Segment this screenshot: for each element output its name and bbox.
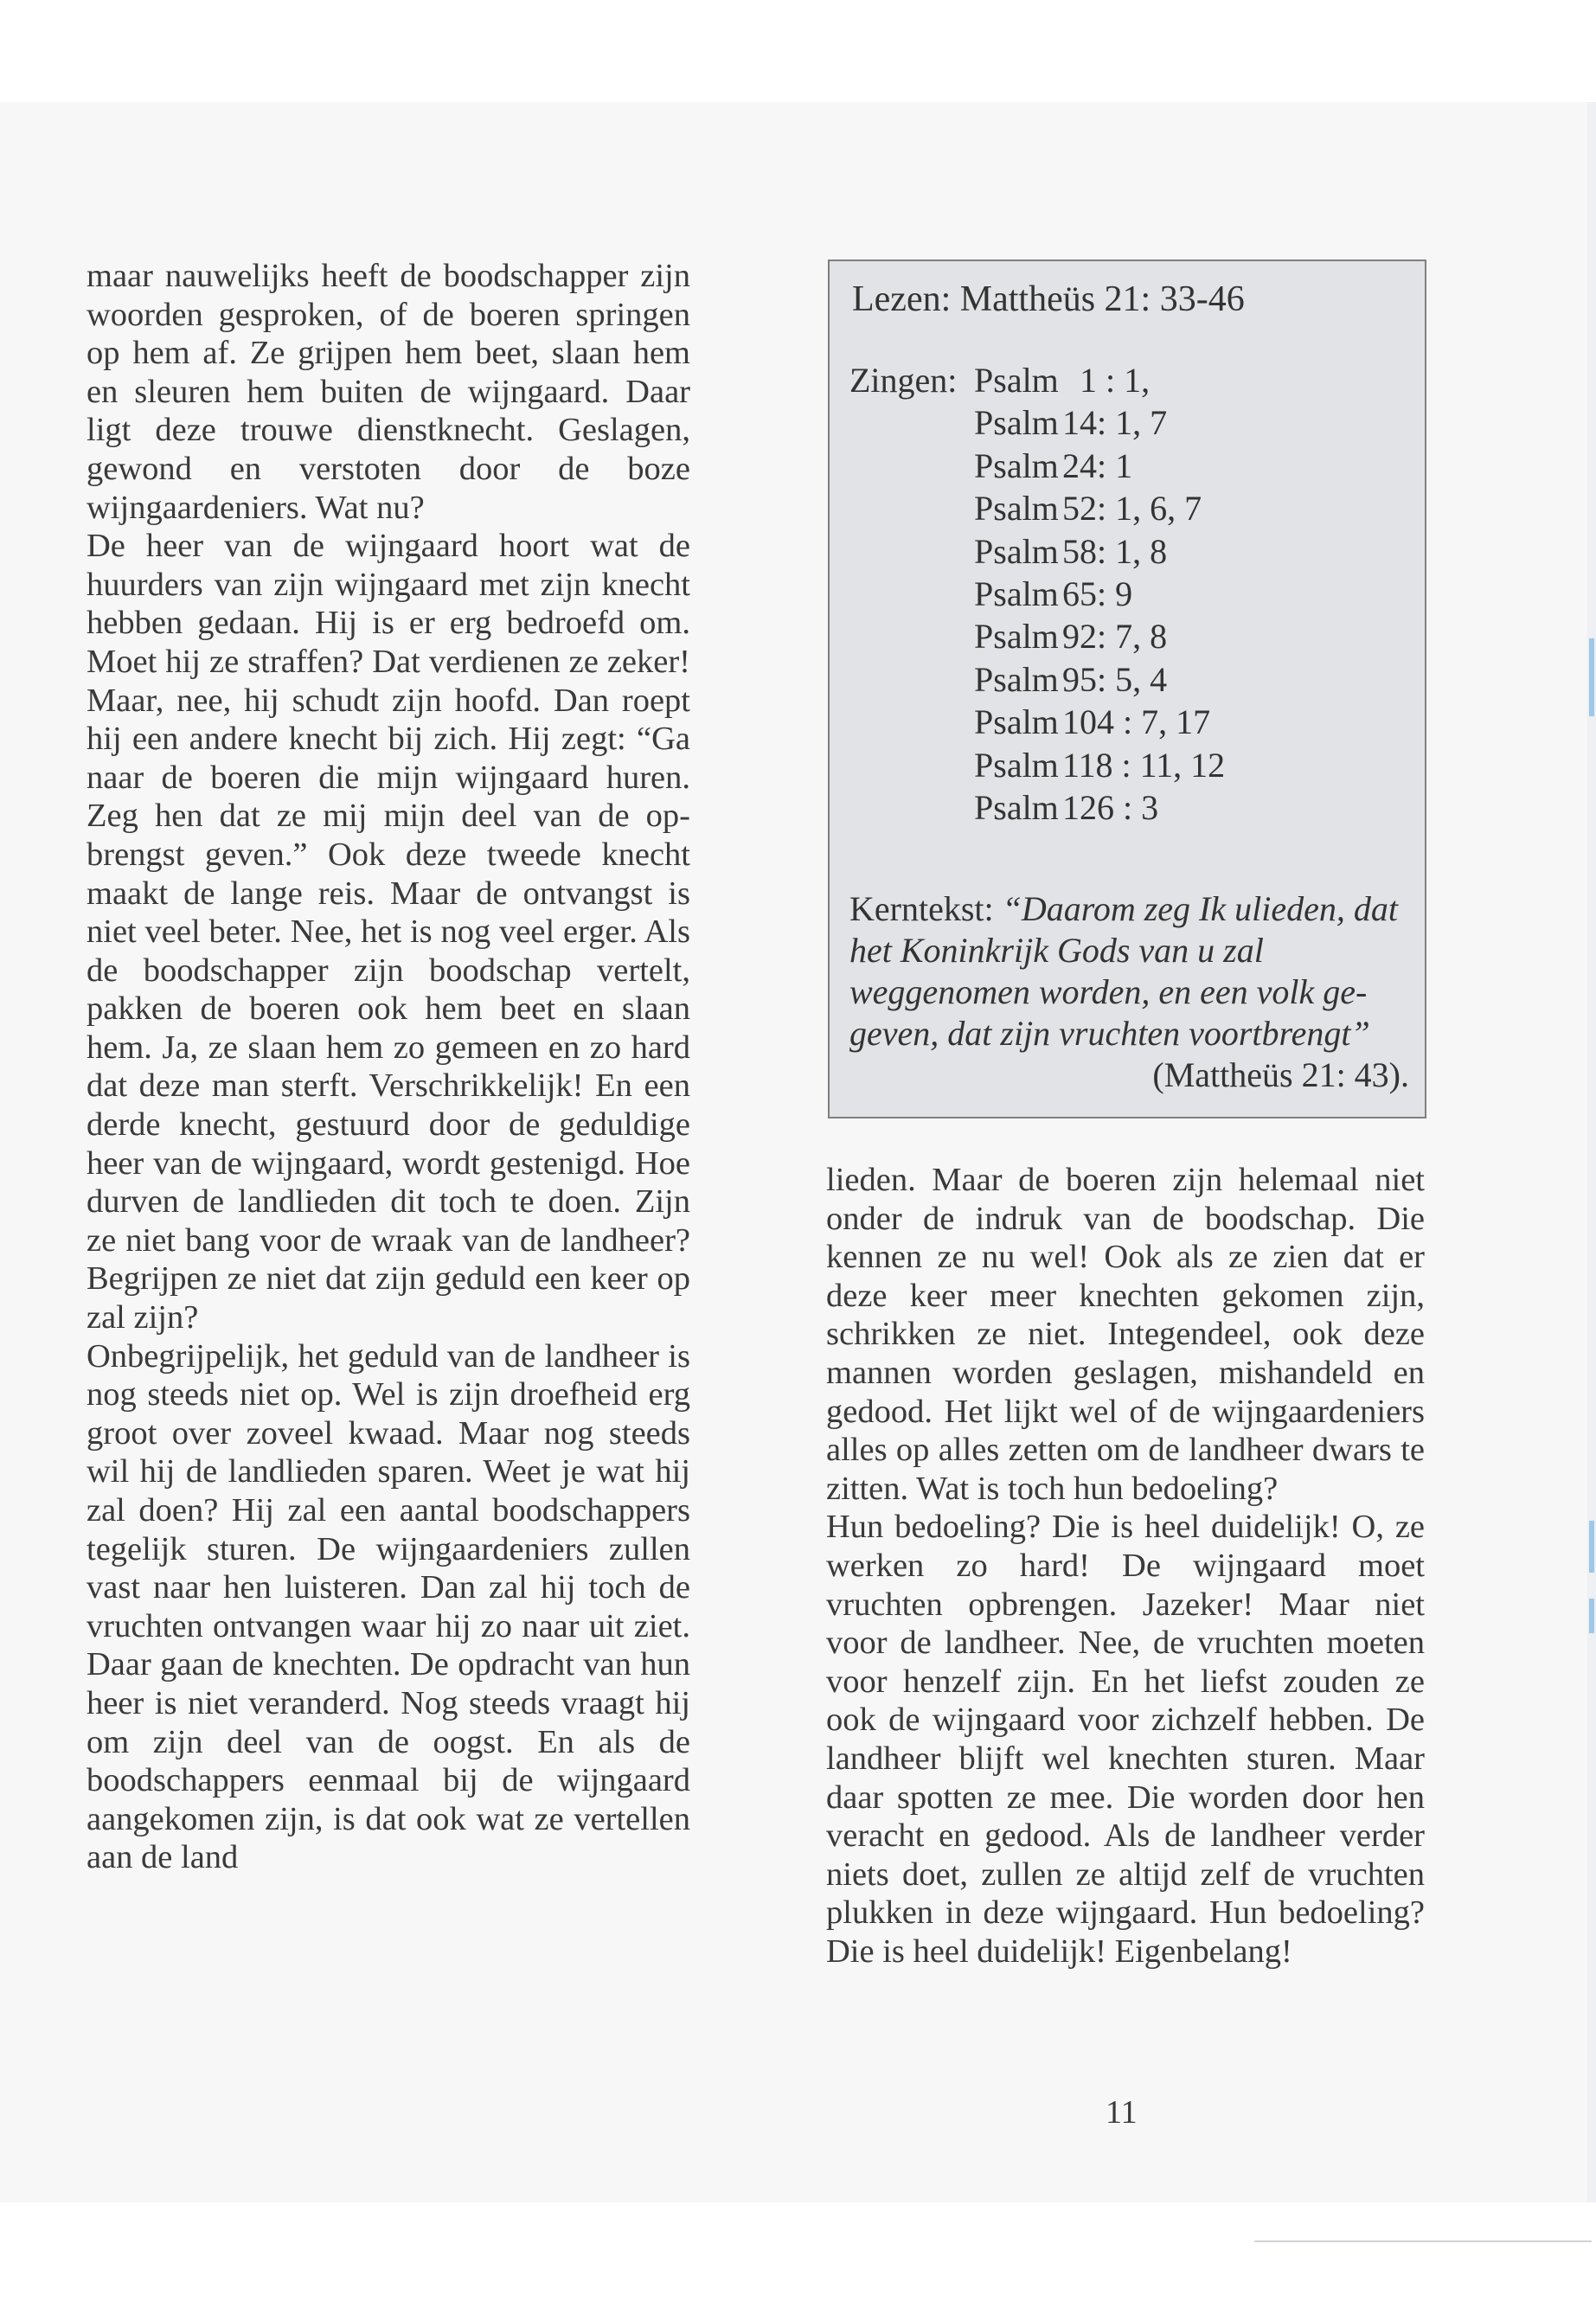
paragraph: Hun bedoeling? Die is heel duidelijk! O, ze werken zo hard! De wijngaard moet vruchten opbrengen. Jazeker! Maar niet voor de landheer. Nee, de vruchten moeten voor henzelf zijn. En het liefst zouden ze ook de wijngaard voor zichzelf hebben. De landheer blijft wel knechten sturen. Maar daar spotten ze mee. Die worden door hen veracht en gedood. Als de landheer verder niets doet, zullen ze altijd zelf de vruchten plukken in deze wijngaard. Hun bedoeling? Die is heel duidelijk! Eigenbelang! — [826, 1509, 1425, 1970]
paragraph: De heer van de wijngaard hoort wat de huurders van zijn wijngaard met zijn knecht hebben gedaan. Hij is er erg bedroefd om. Moet hij ze straffen? Dat verdienen ze zeker! Maar, nee, hij schudt zijn hoofd. Dan roept hij een andere knecht bij zich. Hij zegt: “Ga naar de boeren die mijn wijngaard huren. Zeg hen dat ze mij mijn deel van de opbrengst geven.” Ook deze tweede knecht maakt de lange reis. Maar de ontvangst is niet veel beter. Nee, het is nog veel erger. Als de boodschapper zijn boodschap vertelt, pakken de boeren ook hem beet en slaan hem. Ja, ze slaan hem zo gemeen en zo hard dat deze man sterft. Verschrikkelijk! En een derde knecht, gestuurd door de geduldige heer van de wijngaard, wordt gestenigd. Hoe durven de landlieden dit toch te doen. Zijn ze niet bang voor de wraak van de landheer? Begrijpen ze niet dat zijn geduld een keer op zal zijn? — [87, 528, 690, 1336]
sing-label: Zingen: — [849, 361, 958, 400]
edge-tab-mark — [1589, 1521, 1594, 1573]
psalm-list — [974, 359, 1225, 829]
key-source: (Mattheüs 21: 43). — [1152, 1055, 1409, 1094]
edge-tab-mark — [1589, 638, 1594, 716]
key-quote: “Daarom zeg Ik ulieden, dat het Koninkrijk Gods van u zal weggenomen worden, en een volk gegeven, dat zijn vruchten voortbrengt” — [849, 889, 1398, 1053]
reading-title: Lezen: Mattheüs 21: 33-46 — [852, 279, 1245, 319]
psalm-item: Psalm 58: 1, 8 — [974, 531, 1168, 571]
psalm-item: Psalm 92: 7, 8 — [974, 617, 1168, 657]
psalm-item: Psalm 118 : 11, 12 — [974, 745, 1226, 785]
psalm-item: Psalm 95: 5, 4 — [974, 659, 1168, 699]
page-edge — [1587, 102, 1596, 2202]
paragraph: Onbegrijpelijk, het geduld van de landheer is nog steeds niet op. Wel is zijn droefheid erg groot over zoveel kwaad. Maar nog steeds wil hij de landlieden sparen. Weet je wat hij zal doen? Hij zal een aantal boodschappers tegelijk sturen. De wijngaardeniers zullen vast naar hen luisteren. Dan zal hij toch de vruchten ontvangen waar hij zo naar uit ziet. Daar gaan de knechten. De opdracht van hun heer is niet veranderd. Nog steeds vraagt hij om zijn deel van de oogst. En als de boodschappers eenmaal bij de wijngaard aangekomen zijn, is dat ook wat ze vertellen aan de land — [87, 1337, 690, 1876]
psalm-item: Psalm 1 : 1, — [974, 361, 1151, 400]
left-column — [87, 257, 690, 1877]
key-text — [849, 888, 1409, 1096]
psalm-item: Psalm 52: 1, 6, 7 — [974, 489, 1202, 529]
paragraph: lieden. Maar de boeren zijn helemaal niet onder de indruk van de boodschap. Die kennen ze nu wel! Ook als ze zien dat er deze keer meer knechten gekomen zijn, schrikken ze niet. Integendeel, ook deze mannen worden geslagen, mishandeld en gedood. Het lijkt wel of de wijngaardeniers alles op alles zetten om de landheer dwars te zitten. Wat is toch hun bedoeling? — [826, 1162, 1425, 1507]
key-label: Kerntekst: — [849, 889, 994, 928]
edge-tab-mark — [1589, 1599, 1594, 1633]
psalm-item: Psalm 126 : 3 — [974, 788, 1159, 828]
right-column — [826, 1161, 1425, 1971]
reading-box — [828, 260, 1426, 1118]
scan-artifact-line — [1254, 2240, 1592, 2242]
page-number: 11 — [1106, 2094, 1138, 2131]
psalm-item: Psalm 24: 1 — [974, 445, 1133, 485]
psalm-item: Psalm 14: 1, 7 — [974, 403, 1168, 443]
scan-margin — [0, 0, 1596, 102]
psalm-item: Psalm 104 : 7, 17 — [974, 702, 1211, 742]
paragraph: maar nauwelijks heeft de boodschapper zijn woorden gesproken, of de boeren springen op hem af. Ze grijpen hem beet, slaan hem en sleuren hem buiten de wijngaard. Daar ligt deze trouwe dienstknecht. Geslagen, gewond en verstoten door de boze wijngaardeniers. Wat nu? — [87, 258, 690, 526]
psalm-item: Psalm 65: 9 — [974, 574, 1133, 614]
